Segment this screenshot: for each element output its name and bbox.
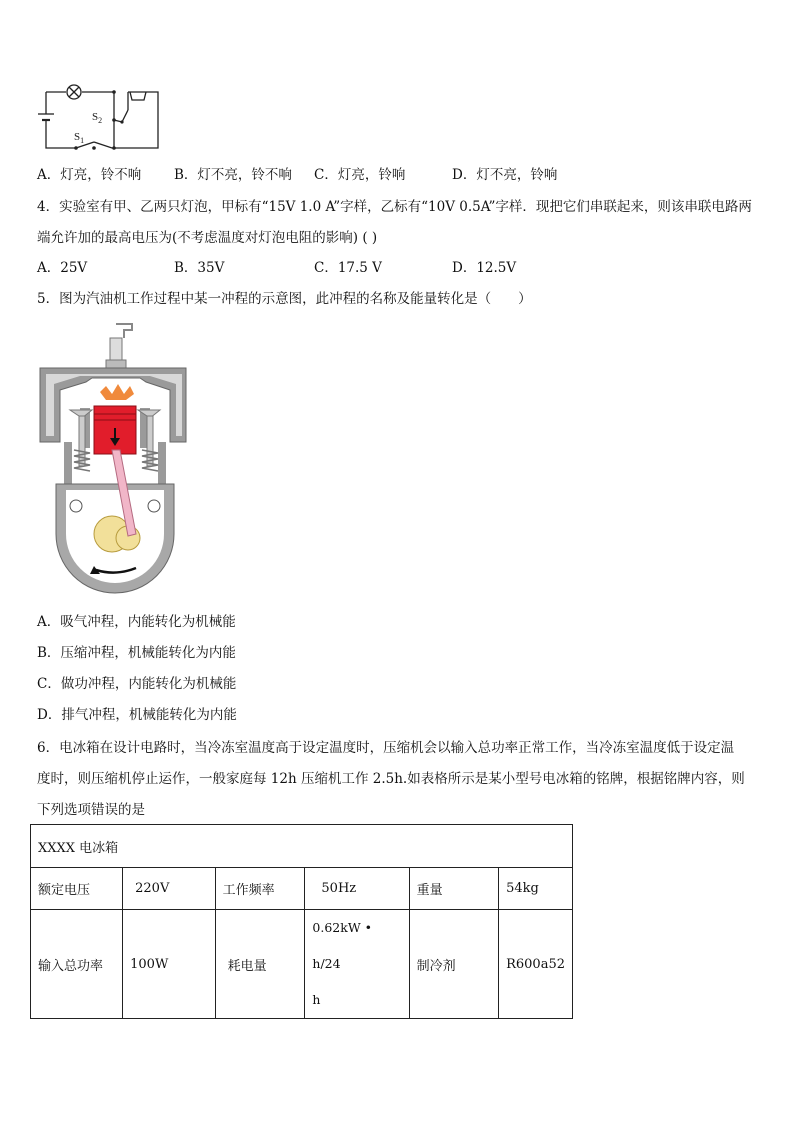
q5-stem: 5．图为汽油机工作过程中某一冲程的示意图，此冲程的名称及能量转化是（ ） [37,291,532,307]
q3-option-c[interactable]: C．灯亮，铃响 [314,167,406,183]
q5-option-d[interactable]: D．排气冲程，机械能转化为内能 [37,707,237,723]
table-title: XXXX 电冰箱 [31,825,573,868]
q5-option-c[interactable]: C．做功冲程，内能转化为机械能 [37,676,237,692]
q5-option-a[interactable]: A．吸气冲程，内能转化为机械能 [37,614,236,630]
power-consumption-value-wrap: h [312,992,321,1007]
q4-option-c[interactable]: C．17.5 V [314,260,382,276]
table-cell: 输入总功率 [31,910,123,1019]
q5-option-b[interactable]: B．压缩冲程，机械能转化为内能 [37,645,236,661]
q4-option-a[interactable]: A．25V [37,260,88,276]
power-consumption-value: 0.62kW • h/24 [312,920,373,971]
table-cell: 制冷剂 [409,910,498,1019]
s1-label: $S_1$ [74,131,85,145]
q3-option-d[interactable]: D．灯不亮，铃响 [452,167,558,183]
table-cell: 耗电量 [215,910,305,1019]
engine-stroke-diagram [36,320,194,598]
table-cell: 220V [123,868,215,910]
q4-option-b[interactable]: B．35V [174,260,225,276]
q3-option-a[interactable]: A．灯亮，铃不响 [37,167,142,183]
q6-stem-line-3: 下列选项错误的是 [37,802,145,818]
table-cell: 重量 [409,868,498,910]
table-cell: 50Hz [305,868,409,910]
fridge-nameplate-table [30,824,573,1019]
q3-option-b[interactable]: B．灯不亮，铃不响 [174,167,292,183]
table-cell: 100W [123,910,215,1019]
s2-label: $S_2$ [92,111,103,125]
table-cell: 54kg [499,868,573,910]
table-cell: 工作频率 [215,868,305,910]
q4-option-d[interactable]: D．12.5V [452,260,517,276]
circuit-diagram [36,80,166,160]
q6-stem-line-2: 度时，则压缩机停止运作，一般家庭每 12h 压缩机工作 2.5h.如表格所示是某小型号电冰箱的铭牌，根据铭牌内容，则 [37,771,745,787]
table-row [31,868,573,910]
table-cell: R600a52 [499,910,573,1019]
table-cell [305,910,409,1019]
table-row [31,910,573,1019]
q4-stem-line-2: 端允许加的最高电压为(不考虑温度对灯泡电阻的影响) ( ) [37,230,378,246]
q6-stem-line-1: 6．电冰箱在设计电路时，当冷冻室温度高于设定温度时，压缩机会以输入总功率正常工作，当冷冻室温度低于设定温 [37,740,735,756]
q4-stem-line-1: 4．实验室有甲、乙两只灯泡，甲标有“15V 1.0 A”字样，乙标有“10V 0.5A”字样．现把它们串联起来，则该串联电路两 [37,199,752,215]
table-cell: 额定电压 [31,868,123,910]
